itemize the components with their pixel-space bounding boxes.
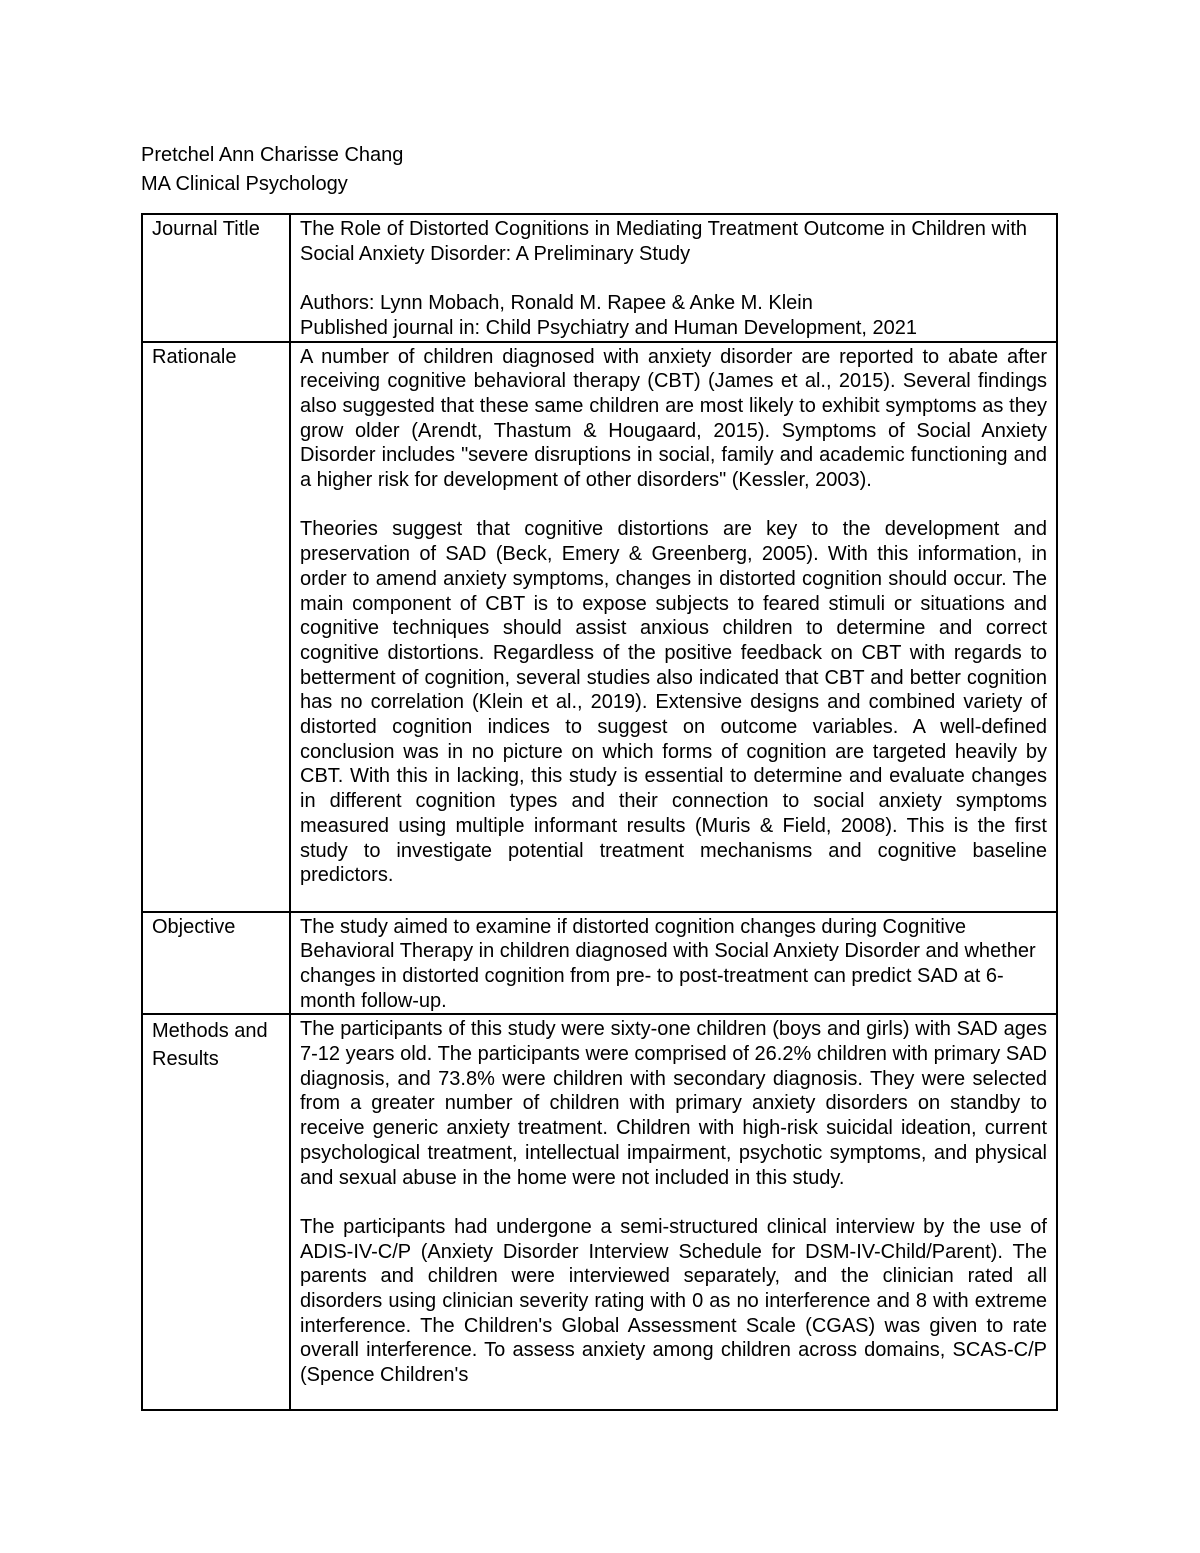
row-rationale [142,342,1057,912]
journal-title-text: The Role of Distorted Cognitions in Mediating Treatment Outcome in Children with Social Anxiety Disorder: A Preliminary Study [300,218,1028,265]
journal-review-table [141,213,1058,1411]
row-objective [142,912,1057,1015]
rationale-paragraph-2: Theories suggest that cognitive distortions are key to the development and preservation of SAD (Beck, Emery & Greenberg, 2005). With this information, in order to amend anxiety symptoms, changes in distorted cognition should occur. The main component of CBT is to expose subjects to feared stimuli or situations and cognitive techniques should assist anxious children to determine and correct cognitive distortions. Regardless of the positive feedback on CBT with regards to betterment of cognition, several studies also indicated that CBT and better cognition has no correlation (Klein et al., 2019). Extensive designs and combined variety of distorted cognition indices to suggest on outcome variables. A well-defined conclusion was in no picture on which forms of cognition are targeted heavily by CBT. With this in lacking, this study is essential to determine and evaluate changes in different cognition types and their connection to social anxiety symptoms measured using multiple informant results (Muris & Field, 2008). This is the first study to investigate potential treatment mechanisms and cognitive baseline predictors. [300,518,1047,887]
rationale-paragraph-1: A number of children diagnosed with anxiety disorder are reported to abate after receiving cognitive behavioral therapy (CBT) (James et al., 2015). Several findings also suggested that these same children are most likely to exhibit symptoms as they grow older (Arendt, Thastum & Hougaard, 2015). Symptoms of Social Anxiety Disorder includes "severe disruptions in social, family and academic functioning and a higher risk for development of other disorders" (Kessler, 2003). [300,345,1047,492]
methods-paragraph-2: The participants had undergone a semi-structured clinical interview by the use of ADIS-IV-C/P (Anxiety Disorder Interview Schedule for DSM-IV-Child/Parent). The parents and children were interviewed separately, and the clinician rated all disorders using clinician severity rating with 0 as no interference and 8 with extreme interference. The Children's Global Assessment Scale (CGAS) was given to rate overall interference. To assess anxiety among children across domains, SCAS-C/P (Spence Children's [300,1215,1047,1386]
row-methods-results [142,1014,1057,1410]
cell-methods-results [290,1014,1057,1410]
row-journal-title [142,214,1057,342]
methods-paragraph-1: The participants of this study were sixty-one children (boys and girls) with SAD ages 7-12 years old. The participants were comprised of 26.2% children with primary SAD diagnosis, and 73.8% were children with secondary diagnosis. They were selected from a greater number of children with primary anxiety disorders on standby to receive generic anxiety treatment. Children with high-risk suicidal ideation, current psychological treatment, intellectual impairment, psychotic symptoms, and physical and sexual abuse in the home were not included in this study. [300,1018,1047,1189]
label-objective: Objective [142,912,290,1015]
document-header [141,141,403,199]
author-name: Pretchel Ann Charisse Chang [141,144,404,166]
journal-authors: Authors: Lynn Mobach, Ronald M. Rapee & Anke M. Klein [300,292,813,315]
journal-published: Published journal in: Child Psychiatry and Human Development, 2021 [300,316,918,339]
program-name: MA Clinical Psychology [141,173,348,195]
label-rationale: Rationale [142,342,290,912]
label-journal-title: Journal Title [142,214,290,342]
objective-text: The study aimed to examine if distorted cognition changes during Cognitive Behavioral Therapy in children diagnosed with Social Anxiety Disorder and whether changes in distorted cognition from pre- to post-treatment can predict SAD at 6-month follow-up. [300,915,1036,1012]
cell-objective [290,912,1057,1015]
cell-rationale [290,342,1057,912]
label-methods-results: Methods and Results [142,1014,290,1410]
cell-journal-info [290,214,1057,342]
